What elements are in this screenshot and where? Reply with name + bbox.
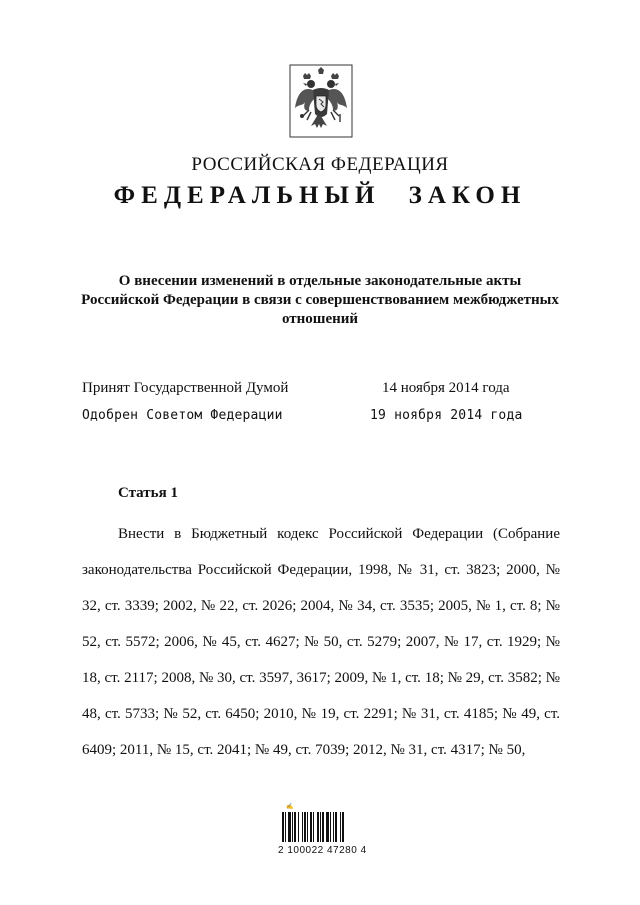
- article-heading: Статья 1: [118, 485, 178, 501]
- adoption-label: Одобрен Советом Федерации: [82, 408, 283, 423]
- svg-text:✍: ✍: [286, 804, 294, 810]
- adoption-date: 14 ноября 2014 года: [382, 380, 510, 396]
- law-title: О внесении изменений в отдельные законодательные акты Российской Федерации в связи с совершенствованием межбюджетных отношений: [81, 273, 559, 327]
- adoption-label: Принят Государственной Думой: [82, 380, 289, 396]
- coat-of-arms-icon: [289, 64, 353, 138]
- article-text: Внести в Бюджетный кодекс Российской Федерации (Собрание законодательства Российской Федерации, 1998, № 31, ст. 3823; 2000, № 32, ст. 3339; 2002, № 22, ст. 2026; 2004, № 34, ст. 3535; 2005, № 1, ст. 8; № 52, ст. 5572; 2006, № 45, ст. 4627; № 50, ст. 5279; 2007, № 17, ст. 1929; № 18, ст. 2117; 2008, № 30, ст. 3597, 3617; 2009, № 1, ст. 18; № 29, ст. 3582; № 48, ст. 5733; № 52, ст. 6450; 2010, № 19, ст. 2291; № 31, ст. 4185; № 49, ст. 6409; 2011, № 15, ст. 2041; № 49, ст. 7039; 2012, № 31, ст. 4317; № 50,: [82, 526, 560, 758]
- country-name: РОССИЙСКАЯ ФЕДЕРАЦИЯ: [191, 154, 449, 175]
- adoption-date: 19 ноября 2014 года: [370, 408, 523, 423]
- barcode-number: 2 100022 47280 4: [278, 845, 367, 856]
- law-type: ФЕДЕРАЛЬНЫЙ ЗАКОН: [113, 182, 527, 209]
